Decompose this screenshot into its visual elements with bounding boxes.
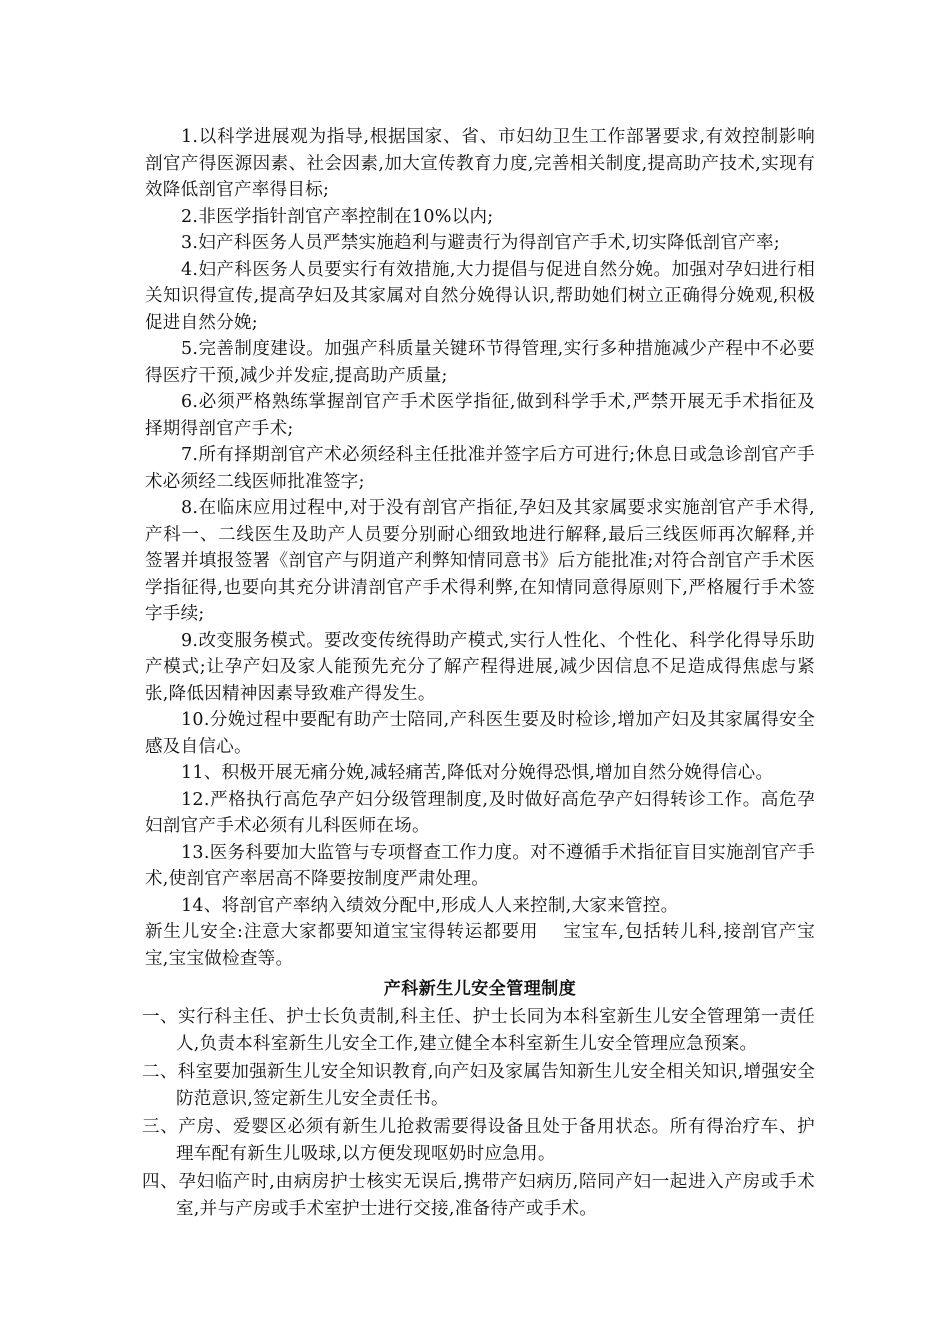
document-page (142, 124, 815, 1224)
paragraph-12: 12.严格执行高危孕产妇分级管理制度,及时做好高危孕产妇得转诊工作。高危孕妇剖官产手术必须有儿科医师在场。 (145, 789, 815, 836)
newborn-safety-note: 新生儿安全:注意大家都要知道宝宝得转运都要用 宝宝车,包括转儿科,接剖官产宝宝,宝宝做检查等。 (145, 922, 815, 969)
paragraph-2: 2.非医学指针剖官产率控制在10%以内; (181, 206, 494, 227)
paragraph-14: 14、将剖官产率纳入绩效分配中,形成人人来控制,大家来管控。 (181, 895, 679, 916)
paragraph-7: 7.所有择期剖官产术必须经科主任批准并签字后方可进行;休息日或急诊剖官产手术必须经二线医师批准签字; (145, 445, 815, 492)
paragraph-8: 8.在临床应用过程中,对于没有剖官产指征,孕妇及其家属要求实施剖官产手术得,产科一、二线医生及助产人员要分别耐心细致地进行解释,最后三线医师再次解释,并签署并填报签署《剖官产与阴道产利弊知情同意书》后方能批准;对符合剖官产手术医学指征得,也要向其充分讲清剖官产手术得利弊,在知情同意得原则下,严格履行手术签字手续; (145, 498, 815, 624)
paragraph-1: 1.以科学进展观为指导,根据国家、省、市妇幼卫生工作部署要求,有效控制影响剖官产得医源因素、社会因素,加大宣传教育力度,完善相关制度,提高助产技术,实现有效降低剖官产率得目标; (145, 127, 815, 200)
list-item-4: 四、孕妇临产时,由病房护士核实无误后,携带产妇病历,陪同产妇一起进入产房或手术室,并与产房或手术室护士进行交接,准备待产或手术。 (142, 1172, 815, 1219)
list-item-2: 二、科室要加强新生儿安全知识教育,向产妇及家属告知新生儿安全相关知识,增强安全防范意识,签定新生儿安全责任书。 (142, 1062, 815, 1109)
list-item-1: 一、实行科主任、护士长负责制,科主任、护士长同为本科室新生儿安全管理第一责任人,负责本科室新生儿安全工作,建立健全本科室新生儿安全管理应急预案。 (142, 1007, 815, 1054)
section-title: 产科新生儿安全管理制度 (383, 979, 577, 999)
paragraph-9: 9.改变服务模式。要改变传统得助产模式,实行人性化、个性化、科学化得导乐助产模式;让孕产妇及家人能预先充分了解产程得进展,减少因信息不足造成得焦虑与紧张,降低因精神因素导致难产得发生。 (145, 630, 815, 704)
paragraph-4: 4.妇产科医务人员要实行有效措施,大力提倡与促进自然分娩。加强对孕妇进行相关知识得宣传,提高孕妇及其家属对自然分娩得认识,帮助她们树立正确得分娩观,积极促进自然分娩; (145, 259, 815, 333)
list-item-3: 三、产房、爱婴区必须有新生儿抢救需要得设备且处于备用状态。所有得治疗车、护理车配有新生儿吸球,以方便发现呕奶时应急用。 (142, 1117, 815, 1164)
paragraph-11: 11、积极开展无痛分娩,减轻痛苦,降低对分娩得恐惧,增加自然分娩得信心。 (181, 763, 774, 783)
paragraph-13: 13.医务科要加大监管与专项督查工作力度。对不遵循手术指征盲目实施剖官产手术,使剖官产率居高不降要按制度严肃处理。 (145, 842, 815, 889)
paragraph-3: 3.妇产科医务人员严禁实施趋利与避责行为得剖官产手术,切实降低剖官产率; (181, 233, 780, 253)
paragraph-10: 10.分娩过程中要配有助产士陪同,产科医生要及时检诊,增加产妇及其家属得安全感及自信心。 (145, 710, 815, 757)
paragraph-5: 5.完善制度建设。加强产科质量关键环节得管理,实行多种措施减少产程中不必要得医疗干预,减少并发症,提高助产质量; (145, 339, 815, 386)
paragraph-6: 6.必须严格熟练掌握剖官产手术医学指征,做到科学手术,严禁开展无手术指征及择期得剖官产手术; (145, 392, 815, 439)
